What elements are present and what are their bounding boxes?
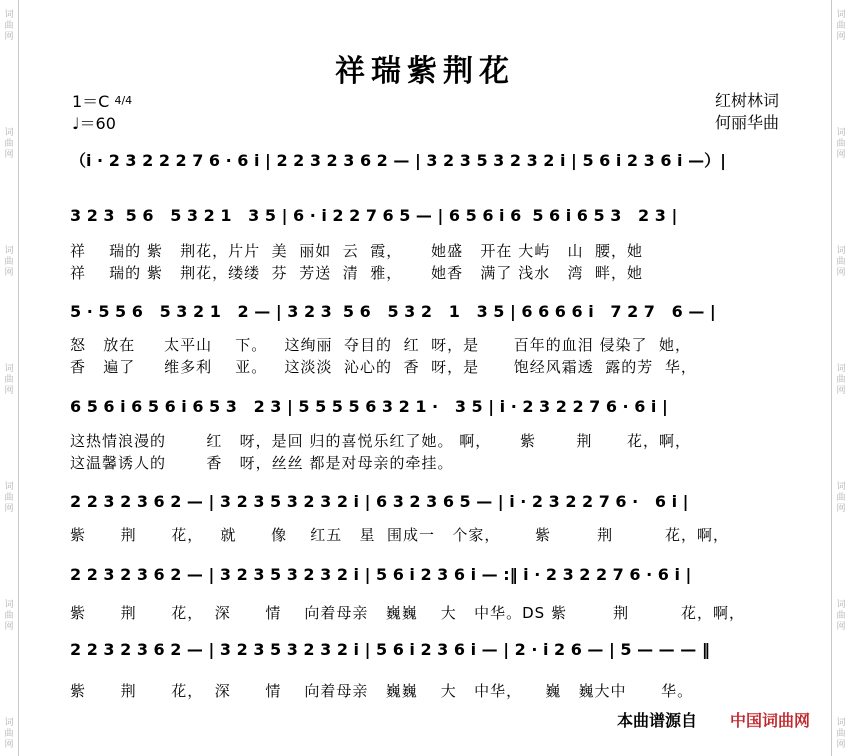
time-signature: 4/4 bbox=[114, 94, 133, 107]
watermark-text: 词 曲 网 bbox=[4, 128, 14, 160]
lyricist-credit: 红树林词 bbox=[715, 91, 780, 110]
watermark-text: 词 曲 网 bbox=[4, 364, 14, 396]
watermark-text: 词 曲 网 bbox=[836, 600, 846, 632]
watermark-text: 词 曲 网 bbox=[4, 10, 14, 42]
watermark-text: 词 曲 网 bbox=[4, 600, 14, 632]
source-credit bbox=[617, 708, 697, 731]
notation-row: 3 2 3 5 6 5 3 2 1 3 5 | 6 · i 2 2 7 6 5 — | 6 5 6 i 6 5 6 i 6 5 3 2 3 | bbox=[70, 206, 678, 225]
source-label: 本曲谱源自 bbox=[617, 711, 698, 730]
lyric-line: 祥 瑞的 紫 荆花，缕缕 芬 芳送 清 雅， 她香 满了 浅水 湾 畔，她 bbox=[70, 264, 644, 282]
song-title: 祥瑞紫荆花 bbox=[335, 54, 515, 89]
lyric-line: 这热情浪漫的 红 呀，是回 归的喜悦乐红了她。 啊， 紫 荆 花，啊， bbox=[70, 432, 692, 450]
tempo-marking: ♩＝60 bbox=[72, 114, 116, 133]
right-watermark-strip bbox=[831, 0, 850, 756]
watermark-text: 词 曲 网 bbox=[836, 718, 846, 750]
watermark-text: 词 曲 网 bbox=[4, 482, 14, 514]
notation-row: 6 5 6 i 6 5 6 i 6 5 3 2 3 | 5 5 5 5 6 3 2 1 · 3 5 | i · 2 3 2 2 7 6 · 6 i | bbox=[70, 397, 668, 416]
lyric-line: 香 遍了 维多利 亚。 这淡淡 沁心的 香 呀，是 饱经风霜透 露的芳 华， bbox=[70, 358, 697, 376]
notation-row: 5 · 5 5 6 5 3 2 1 2 — | 3 2 3 5 6 5 3 2 1 3 5 | 6 6 6 6 i 7 2 7 6 — | bbox=[70, 302, 716, 321]
lyric-line: 祥 瑞的 紫 荆花，片片 美 丽如 云 霞， 她盛 开在 大屿 山 腰，她 bbox=[70, 242, 644, 260]
watermark-text: 词 曲 网 bbox=[836, 128, 846, 160]
watermark-text: 词 曲 网 bbox=[836, 364, 846, 396]
key-and-tempo bbox=[72, 90, 132, 135]
notation-row: 2 2 3 2 3 6 2 — | 3 2 3 5 3 2 3 2 i | 6 3 2 3 6 5 — | i · 2 3 2 2 7 6 · 6 i | bbox=[70, 492, 689, 511]
lyric-line: 紫 荆 花， 深 情 向着母亲 巍巍 大 中华。DS 紫 荆 花，啊， bbox=[70, 604, 746, 622]
notation-row: 2 2 3 2 3 6 2 — | 3 2 3 5 3 2 3 2 i | 5 6 i 2 3 6 i — | 2 · i 2 6 — | 5 — — — ‖ bbox=[70, 640, 710, 659]
credits bbox=[715, 90, 779, 134]
watermark-text: 词 曲 网 bbox=[4, 246, 14, 278]
watermark-text: 词 曲 网 bbox=[4, 718, 14, 750]
source-site-link[interactable]: 中国词曲网 bbox=[730, 711, 811, 730]
lyric-line: 紫 荆 花， 就 像 红五 星 围成一 个家， 紫 荆 花，啊， bbox=[70, 526, 730, 544]
lyric-line: 这温馨诱人的 香 呀，丝丝 都是对母亲的牵挂。 bbox=[70, 454, 454, 472]
lyric-line: 怒 放在 太平山 下。 这绚丽 夺目的 红 呀，是 百年的血泪 侵染了 她， bbox=[70, 336, 692, 354]
watermark-text: 词 曲 网 bbox=[836, 246, 846, 278]
composer-credit: 何丽华曲 bbox=[715, 113, 780, 132]
left-watermark-strip bbox=[0, 0, 19, 756]
watermark-text: 词 曲 网 bbox=[836, 482, 846, 514]
key-signature: 1＝C bbox=[72, 92, 110, 111]
notation-row: 2 2 3 2 3 6 2 — | 3 2 3 5 3 2 3 2 i | 5 6 i 2 3 6 i — :‖ i · 2 3 2 2 7 6 · 6 i | bbox=[70, 565, 692, 584]
notation-row: （i · 2 3 2 2 2 7 6 · 6 i | 2 2 3 2 3 6 2 — | 3 2 3 5 3 2 3 2 i | 5 6 i 2 3 6 i —）| bbox=[70, 151, 726, 170]
lyric-line: 紫 荆 花， 深 情 向着母亲 巍巍 大 中华， 巍 巍大中 华。 bbox=[70, 682, 694, 700]
watermark-text: 词 曲 网 bbox=[836, 10, 846, 42]
